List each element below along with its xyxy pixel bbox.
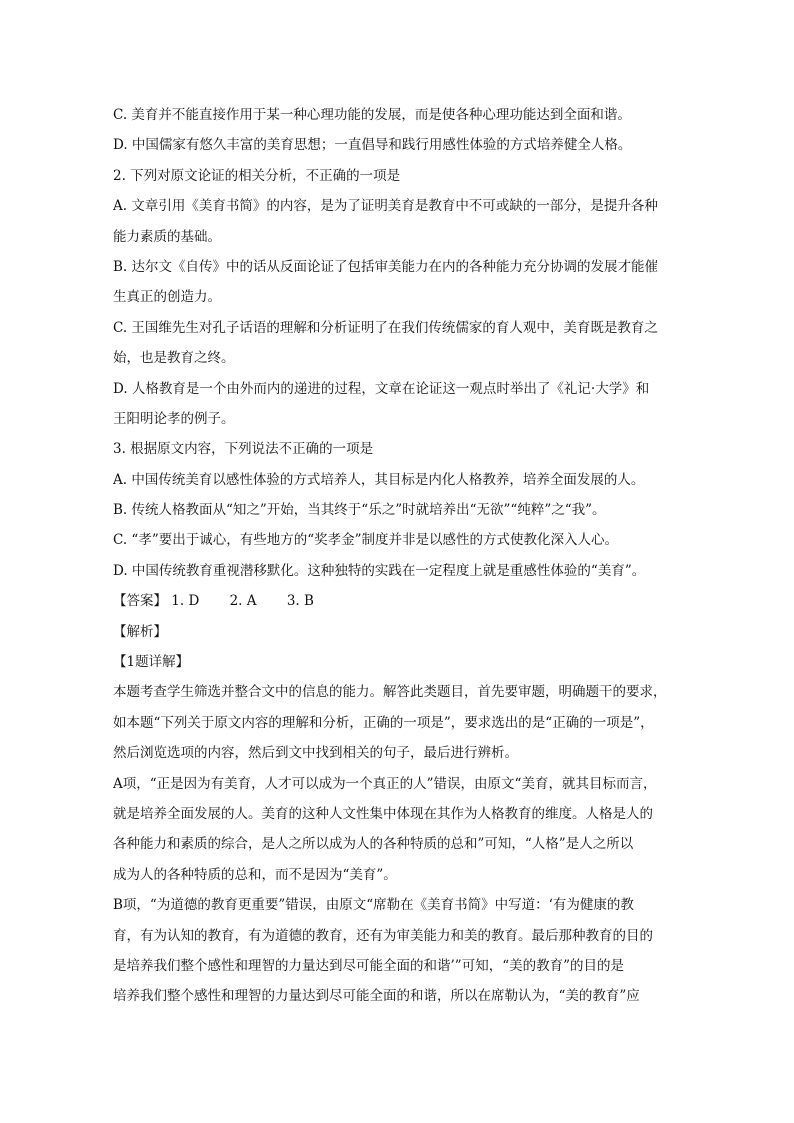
- explanation-line: 本题考查学生筛选并整合文中的信息的能力。解答此类题目，首先要审题，明确题干的要求，: [113, 684, 667, 701]
- option-a-q2-line1: A. 文章引用《美育书简》的内容，是为了证明美育是教育中不可或缺的一部分，是提升各种: [113, 198, 658, 215]
- option-a-q2-line2: 能力素质的基础。: [113, 228, 221, 245]
- answer-item: 2. A: [229, 593, 257, 610]
- option-b-q3: B. 传统人格教面从“知之”开始，当其终于“乐之”时就培养出“无欲”“纯粹”之“我”。: [113, 502, 606, 519]
- explanation-line: 培养我们整个感性和理智的力量达到尽可能全面的和谐，所以在席勒认为，“美的教育”应: [113, 988, 640, 1005]
- option-c-q1: C. 美育并不能直接作用于某一种心理功能的发展，而是使各种心理功能达到全面和谐。: [113, 107, 631, 123]
- question-2-stem: 2. 下列对原文论证的相关分析，不正确的一项是: [113, 167, 401, 184]
- option-d-q2-line1: D. 人格教育是一个由外而内的递进的过程，文章在论证这一观点时举出了《礼记·大学》和: [113, 380, 650, 397]
- option-d-q3: D. 中国传统教育重视潜移默化。这种独特的实践在一定程度上就是重感性体验的“美育”。: [113, 562, 646, 579]
- option-c-q3: C. “孝”要出于诚心，有些地方的“奖孝金”制度并非是以感性的方式使教化深入人心。: [113, 532, 619, 549]
- option-c-q2-line1: C. 王国维先生对孔子话语的理解和分析证明了在我们传统儒家的育人观中，美育既是教育之: [113, 319, 658, 336]
- answer-item: 1. D: [171, 593, 200, 610]
- option-a-q3: A. 中国传统美育以感性体验的方式培养人，其目标是内化人格教养，培养全面发展的人。: [113, 471, 645, 488]
- question-3-stem: 3. 根据原文内容，下列说法不正确的一项是: [113, 441, 374, 458]
- analysis-label: 【解析】: [113, 623, 167, 640]
- option-d-q1: D. 中国儒家有悠久丰富的美育思想；一直倡导和践行用感性体验的方式培养健全人格。: [113, 137, 632, 154]
- explanation-line: 育，有为认知的教育，有为道德的教育，还有为审美能力和美的教育。最后那种教育的目的: [113, 927, 653, 944]
- answer-item: 3. B: [286, 593, 314, 610]
- option-d-q2-line2: 王阳明论孝的例子。: [113, 410, 235, 427]
- q1-detail-label: 【1题详解】: [113, 654, 190, 671]
- option-c-q2-line2: 始，也是教育之终。: [113, 350, 235, 367]
- answer-label: 【答案】: [113, 593, 167, 610]
- explanation-line: B项，“为道德的教育更重要”错误，由原文“席勒在《美育书简》中写道：‘有为健康的教: [113, 897, 634, 914]
- explanation-line: 成为人的各种特质的总和，而不是因为“美育”。: [113, 866, 397, 883]
- option-b-q2-line1: B. 达尔文《自传》中的话从反面论证了包括审美能力在内的各种能力充分协调的发展才能催: [113, 258, 659, 275]
- explanation-line: 就是培养全面发展的人。美育的这种人文性集中体现在其作为人格教育的维度。人格是人的: [113, 805, 653, 822]
- explanation-line: 如本题“下列关于原文内容的理解和分析，正确的一项是”，要求选出的是“正确的一项是”，: [113, 714, 654, 731]
- option-b-q2-line2: 生真正的创造力。: [113, 289, 221, 306]
- explanation-line: 是培养我们整个感性和理智的力量达到尽可能全面的和谐’”可知，“美的教育”的目的是: [113, 957, 624, 974]
- explanation-line: 各种能力和素质的综合，是人之所以成为人的各种特质的总和”可知，“人格”是人之所以: [113, 836, 634, 853]
- answer-line: [113, 586, 690, 616]
- explanation-line: 然后浏览选项的内容，然后到文中找到相关的句子，最后进行辨析。: [113, 745, 518, 762]
- explanation-line: A项，“正是因为有美育，人才可以成为一个真正的人”错误，由原文“美育，就其目标而言，: [113, 775, 657, 792]
